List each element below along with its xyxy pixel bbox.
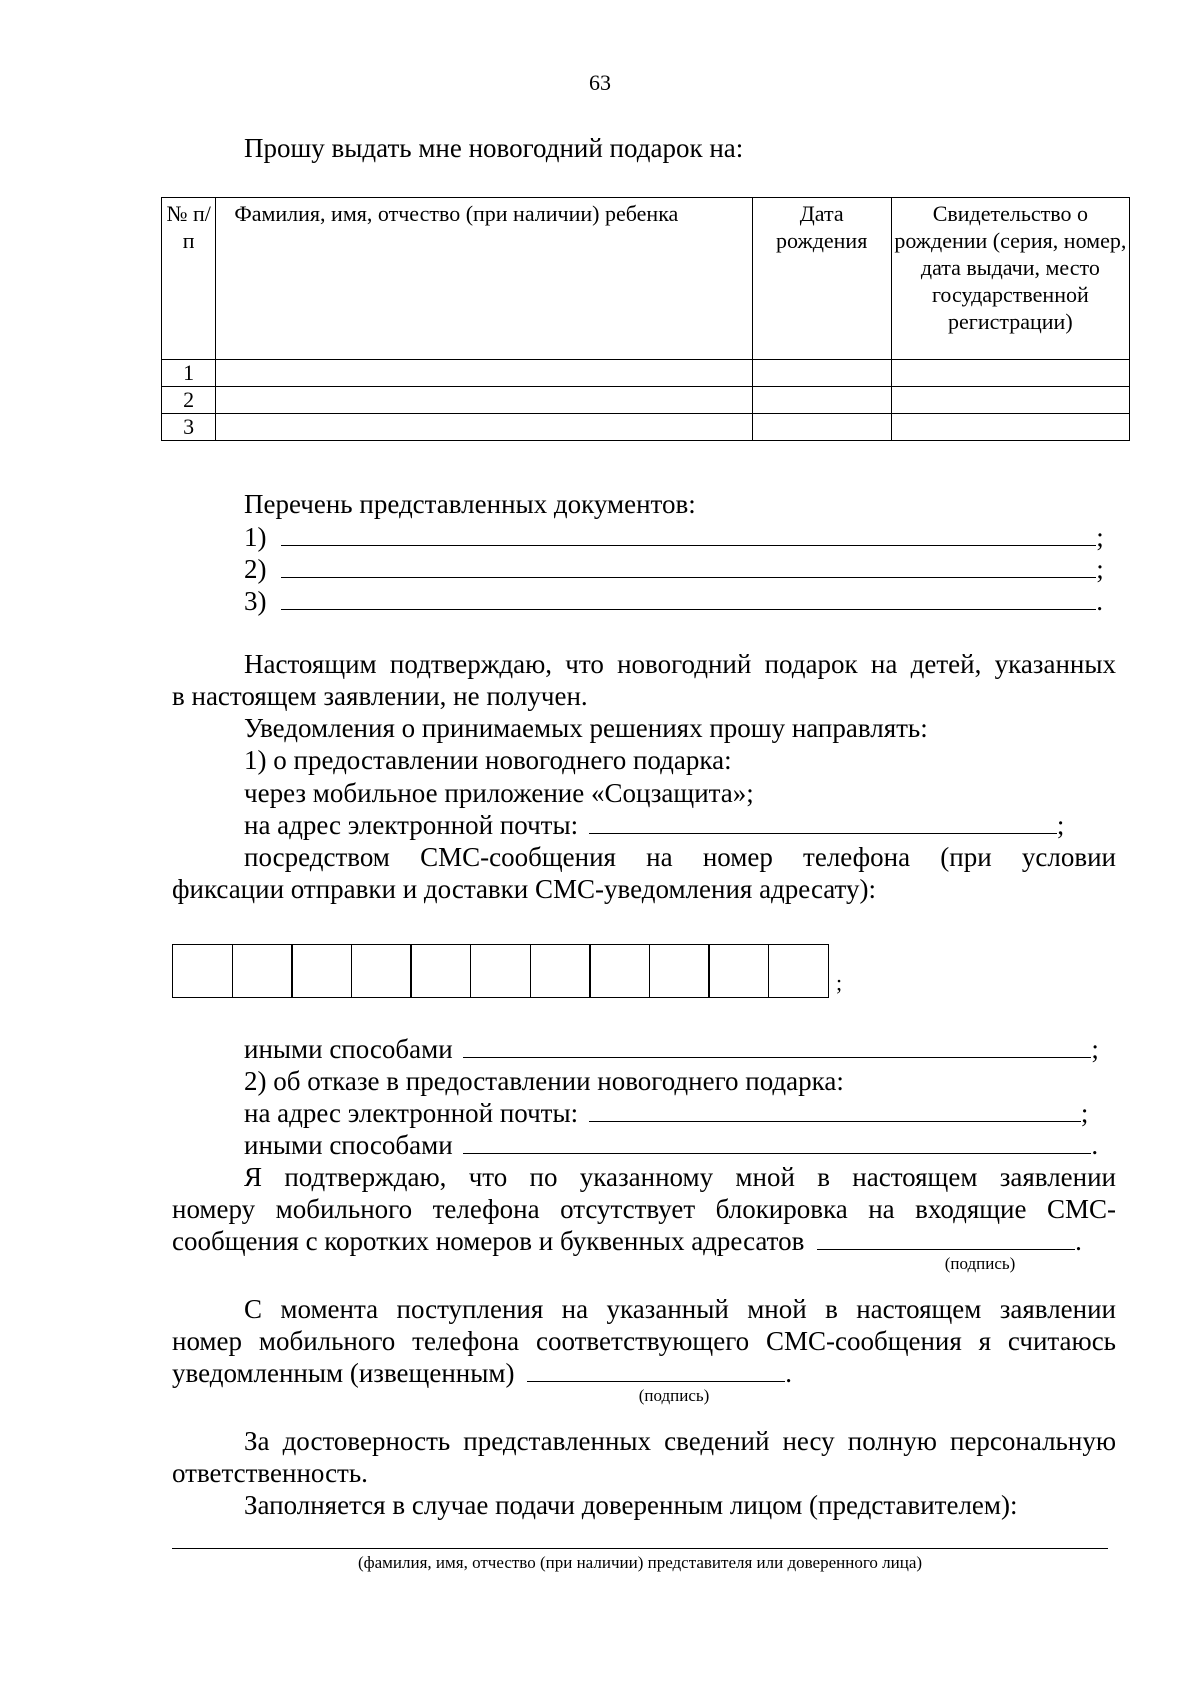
email-row <box>244 809 1064 841</box>
row-number: 1 <box>162 360 216 387</box>
header-fio: Фамилия, имя, отчество (при наличии) ребенка <box>216 198 752 360</box>
representative-fio-field[interactable] <box>172 1548 1108 1549</box>
notice-signature-field[interactable] <box>527 1357 785 1382</box>
sms-line-2: фиксации отправки и доставки СМС-уведомления адресату): <box>172 874 876 904</box>
header-birth-date: Дата рождения <box>752 198 891 360</box>
refusal-other-field[interactable] <box>463 1129 1091 1154</box>
header-number: № п/п <box>162 198 216 360</box>
sms-block-line-3-text: сообщения с коротких номеров и буквенных адресатов <box>172 1226 805 1256</box>
confirmation-line-1: Настоящим подтверждаю, что новогодний подарок на детей, указанных <box>244 649 1116 679</box>
phone-digit-box[interactable] <box>351 944 412 998</box>
email-label: на адрес электронной почты: <box>244 810 579 840</box>
email-end: ; <box>1056 810 1065 840</box>
document-item-number: 3) <box>244 586 267 616</box>
notifications-heading: Уведомления о принимаемых решениях прошу направлять: <box>244 713 928 743</box>
phone-digit-box[interactable] <box>589 944 650 998</box>
header-certificate: Свидетельство о рождении (серия, номер, дата выдачи, место государственной регистрации) <box>891 198 1129 360</box>
sms-block-end: . <box>1075 1226 1082 1256</box>
document-item-2 <box>244 553 1104 585</box>
representative-heading: Заполняется в случае подачи доверенным лицом (представителем): <box>244 1490 1018 1520</box>
sms-block-line-1: Я подтверждаю, что по указанному мной в настоящем заявлении <box>244 1162 1116 1192</box>
other-methods-label: иными способами <box>244 1034 453 1064</box>
phone-digit-box[interactable] <box>291 944 352 998</box>
refusal-email-field[interactable] <box>589 1097 1081 1122</box>
table-row <box>162 414 1130 441</box>
document-3-field[interactable] <box>281 585 1096 610</box>
notice-line-3 <box>172 1357 792 1389</box>
document-item-1 <box>244 521 1104 553</box>
notice-line-1: С момента поступления на указанный мной в настоящем заявлении <box>244 1294 1116 1324</box>
refusal-email-row <box>244 1097 1088 1129</box>
row-fio-cell[interactable] <box>216 360 752 387</box>
other-methods-field[interactable] <box>463 1033 1091 1058</box>
request-heading: Прошу выдать мне новогодний подарок на: <box>244 133 744 163</box>
phone-digit-box[interactable] <box>530 944 591 998</box>
representative-caption: (фамилия, имя, отчество (при наличии) представителя или доверенного лица) <box>357 1553 923 1572</box>
phone-digit-box[interactable] <box>708 944 769 998</box>
responsibility-line-1: За достоверность представленных сведений несу полную персональную <box>244 1426 1116 1456</box>
phone-digit-box[interactable] <box>768 944 829 998</box>
document-item-end: ; <box>1096 522 1104 552</box>
document-item-end: ; <box>1096 554 1104 584</box>
responsibility-line-2: ответственность. <box>172 1458 368 1488</box>
refusal-other-end: . <box>1091 1130 1099 1160</box>
notice-end: . <box>785 1358 792 1388</box>
notice-line-2: номер мобильного телефона соответствующего СМС-сообщения я считаюсь <box>172 1326 1116 1356</box>
document-2-field[interactable] <box>281 553 1096 578</box>
sms-block-signature-field[interactable] <box>817 1225 1075 1250</box>
sms-block-line-3 <box>172 1225 1082 1257</box>
phone-end: ; <box>836 970 843 995</box>
phone-digit-box[interactable] <box>470 944 531 998</box>
row-birth-date-cell[interactable] <box>752 387 891 414</box>
sms-block-line-2: номеру мобильного телефона отсутствует блокировка на входящие СМС- <box>172 1194 1116 1224</box>
row-fio-cell[interactable] <box>216 414 752 441</box>
document-item-number: 1) <box>244 522 267 552</box>
table-row <box>162 387 1130 414</box>
document-1-field[interactable] <box>281 521 1096 546</box>
refusal-email-end: ; <box>1080 1098 1089 1128</box>
documents-heading: Перечень представленных документов: <box>244 489 696 519</box>
row-birth-date-cell[interactable] <box>752 414 891 441</box>
table-row <box>162 360 1130 387</box>
notice-signature-caption: (подпись) <box>638 1386 710 1405</box>
email-field[interactable] <box>589 809 1057 834</box>
refusal-other-row <box>244 1129 1098 1161</box>
row-birth-date-cell[interactable] <box>752 360 891 387</box>
notice-line-3-text: уведомленным (извещенным) <box>172 1358 515 1388</box>
other-methods-end: ; <box>1091 1034 1099 1064</box>
other-methods-row <box>244 1033 1099 1065</box>
children-table <box>161 197 1130 441</box>
row-number: 3 <box>162 414 216 441</box>
row-certificate-cell[interactable] <box>891 360 1129 387</box>
refusal-heading: 2) об отказе в предоставлении новогоднего подарка: <box>244 1066 844 1096</box>
phone-digit-box[interactable] <box>232 944 293 998</box>
phone-digit-box[interactable] <box>410 944 471 998</box>
via-app-option: через мобильное приложение «Соцзащита»; <box>244 778 754 808</box>
row-certificate-cell[interactable] <box>891 387 1129 414</box>
phone-number-boxes[interactable] <box>172 944 829 998</box>
refusal-email-label: на адрес электронной почты: <box>244 1098 579 1128</box>
sms-block-signature-caption: (подпись) <box>944 1254 1016 1273</box>
phone-digit-box[interactable] <box>172 944 233 998</box>
table-header-row <box>162 198 1130 360</box>
document-item-end: . <box>1096 586 1103 616</box>
row-fio-cell[interactable] <box>216 387 752 414</box>
confirmation-line-2: в настоящем заявлении, не получен. <box>172 681 588 711</box>
row-certificate-cell[interactable] <box>891 414 1129 441</box>
grant-heading: 1) о предоставлении новогоднего подарка: <box>244 745 732 775</box>
refusal-other-label: иными способами <box>244 1130 453 1160</box>
phone-digit-box[interactable] <box>649 944 710 998</box>
row-number: 2 <box>162 387 216 414</box>
document-item-3 <box>244 585 1103 617</box>
document-item-number: 2) <box>244 554 267 584</box>
sms-line-1: посредством СМС-сообщения на номер телефона (при условии <box>244 842 1116 872</box>
page-number: 63 <box>589 70 611 95</box>
